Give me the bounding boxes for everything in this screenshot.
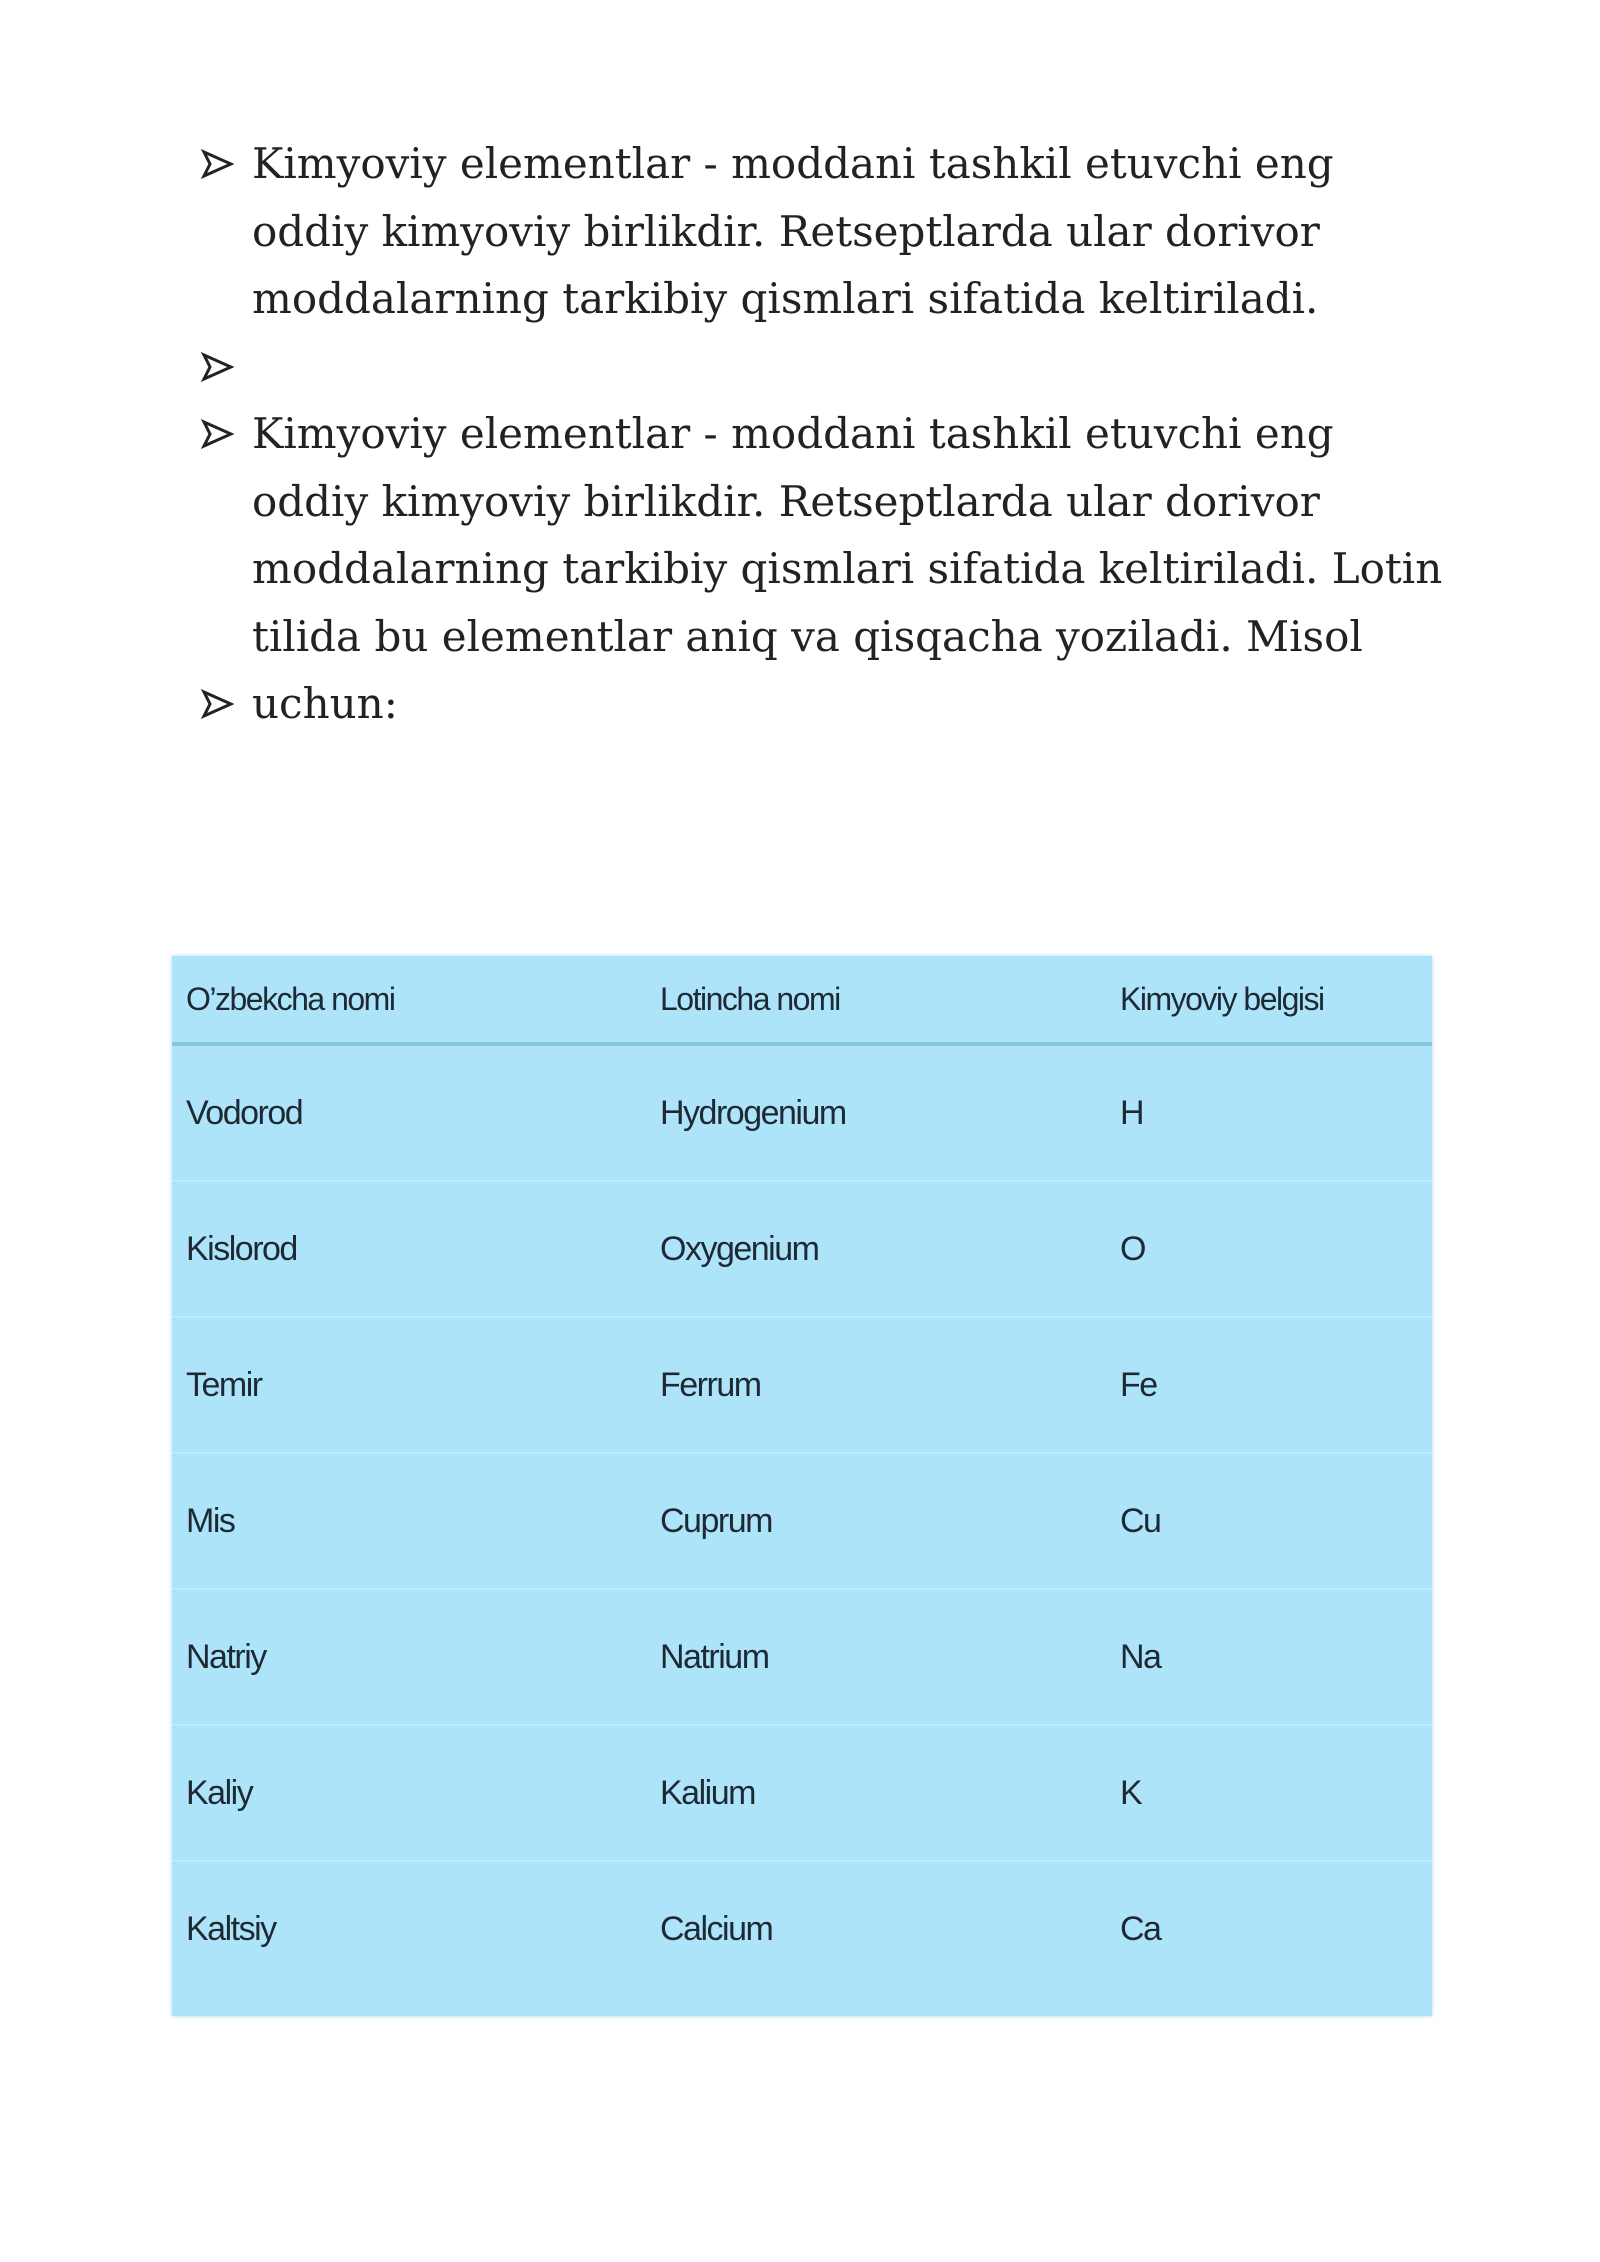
cell-uzbek-name: Natriy [172, 1589, 646, 1725]
bullet-item [200, 400, 1460, 670]
cell-uzbek-name: Kaltsiy [186, 1909, 276, 1948]
cell-latin-name: Calcium [660, 1909, 773, 1948]
arrowhead-bullet-icon [200, 419, 234, 449]
cell-latin-name: Cuprum [646, 1453, 1106, 1589]
cell-latin-name: Kalium [646, 1725, 1106, 1861]
table-row [172, 1317, 1432, 1453]
arrowhead-bullet-icon [200, 689, 234, 719]
cell-uzbek-name: Mis [172, 1453, 646, 1589]
element-table-image [172, 956, 1432, 2016]
bullet-item [200, 670, 1460, 738]
cell-latin-name: Ferrum [646, 1317, 1106, 1453]
table-row [172, 1861, 1432, 1996]
cell-chemical-symbol: H [1106, 1044, 1432, 1181]
table-row [172, 1589, 1432, 1725]
table-row [172, 1725, 1432, 1861]
arrowhead-bullet-icon [200, 352, 234, 382]
cell-chemical-symbol: Cu [1106, 1453, 1432, 1589]
cell-uzbek-name: Kislorod [172, 1181, 646, 1317]
table-row [172, 1044, 1432, 1181]
cell-chemical-symbol: O [1106, 1181, 1432, 1317]
header-latin-name: Lotincha nomi [646, 956, 1106, 1044]
cell-chemical-symbol: Fe [1106, 1317, 1432, 1453]
cell-latin-name: Hydrogenium [646, 1044, 1106, 1181]
bullet-text: Kimyoviy elementlar - moddani tashkil etuvchi eng oddiy kimyoviy birlikdir. Retseptlarda ular dorivor moddalarning tarkibiy qismlari sifatida keltiriladi. [252, 139, 1334, 323]
cell-chemical-symbol: Na [1106, 1589, 1432, 1725]
table-row [172, 1181, 1432, 1317]
bullet-text: uchun: [252, 679, 398, 728]
cell-chemical-symbol: K [1106, 1725, 1432, 1861]
header-uzbek-name: O’zbekcha nomi [172, 956, 646, 1044]
element-table [172, 956, 1432, 1996]
cell-uzbek-name: Kaliy [172, 1725, 646, 1861]
bullet-item [200, 333, 1460, 401]
table-header-row [172, 956, 1432, 1044]
cell-latin-name: Natrium [646, 1589, 1106, 1725]
cell-uzbek-name: Vodorod [172, 1044, 646, 1181]
cell-uzbek-name: Temir [172, 1317, 646, 1453]
bullet-text: Kimyoviy elementlar - moddani tashkil etuvchi eng oddiy kimyoviy birlikdir. Retseptlarda ular dorivor moddalarning tarkibiy qismlari sifatida keltiriladi. Lotin tilida bu elementlar aniq va qisqacha yoziladi. Misol [252, 409, 1443, 661]
table-row [172, 1453, 1432, 1589]
header-chemical-symbol: Kimyoviy belgisi [1106, 956, 1432, 1044]
cell-chemical-symbol: Ca [1120, 1909, 1161, 1948]
bullet-list [200, 130, 1460, 738]
cell-latin-name: Oxygenium [646, 1181, 1106, 1317]
arrowhead-bullet-icon [200, 149, 234, 179]
bullet-item [200, 130, 1460, 333]
